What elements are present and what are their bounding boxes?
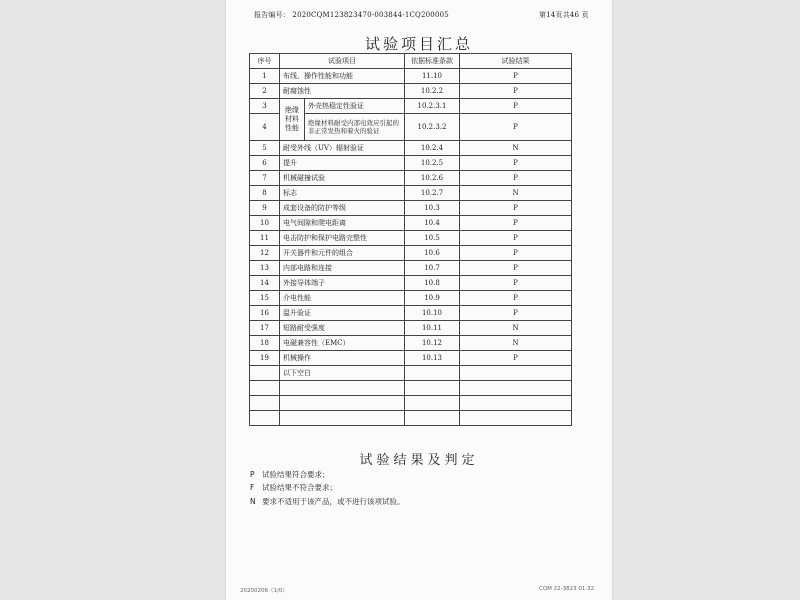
row-number: 6 xyxy=(250,156,280,171)
standard-clause: 10.3 xyxy=(405,201,460,216)
test-result: P xyxy=(460,306,572,321)
standard-clause: 10.2.3.2 xyxy=(405,114,460,141)
table-row xyxy=(250,321,572,336)
table-row xyxy=(250,396,572,411)
results-title: 试验结果及判定 xyxy=(359,453,479,468)
standard-clause: 10.7 xyxy=(405,261,460,276)
row-number: 8 xyxy=(250,186,280,201)
empty-cell xyxy=(405,366,460,381)
test-item: 标志 xyxy=(280,186,405,201)
test-item: 外壳热稳定性验证 xyxy=(305,99,405,114)
test-item: 机械操作 xyxy=(280,351,405,366)
empty-cell xyxy=(460,396,572,411)
footer-left: 20200206（1/0） xyxy=(240,588,288,594)
report-number: 报告编号： 2020CQM123823470-003844-1CQ200005 xyxy=(254,11,449,19)
test-result: P xyxy=(460,246,572,261)
test-item: 电气间隙和爬电距离 xyxy=(280,216,405,231)
col-header-item: 试验项目 xyxy=(280,54,405,69)
test-item: 布线、操作性能和功能 xyxy=(280,69,405,84)
test-result: P xyxy=(460,114,572,141)
standard-clause: 10.10 xyxy=(405,306,460,321)
standard-clause: 10.9 xyxy=(405,291,460,306)
empty-cell xyxy=(460,366,572,381)
row-number: 19 xyxy=(250,351,280,366)
test-result: N xyxy=(460,141,572,156)
test-result: P xyxy=(460,216,572,231)
test-result: N xyxy=(460,321,572,336)
test-result: P xyxy=(460,171,572,186)
empty-cell xyxy=(405,396,460,411)
row-number: 5 xyxy=(250,141,280,156)
table-row xyxy=(250,156,572,171)
test-result: P xyxy=(460,231,572,246)
test-item: 机械碰撞试验 xyxy=(280,171,405,186)
table-row xyxy=(250,336,572,351)
table-row xyxy=(250,291,572,306)
empty-cell xyxy=(250,396,280,411)
empty-cell xyxy=(280,411,405,426)
empty-cell xyxy=(405,381,460,396)
row-number: 15 xyxy=(250,291,280,306)
table-row xyxy=(250,84,572,99)
empty-cell xyxy=(250,381,280,396)
table-row xyxy=(250,201,572,216)
col-header-result: 试验结果 xyxy=(460,54,572,69)
test-item: 电磁兼容性（EMC） xyxy=(280,336,405,351)
row-number: 18 xyxy=(250,336,280,351)
test-item: 电击防护和保护电路完整性 xyxy=(280,231,405,246)
table-header-row xyxy=(250,54,572,69)
table-row xyxy=(250,141,572,156)
row-number: 10 xyxy=(250,216,280,231)
standard-clause: 10.2.2 xyxy=(405,84,460,99)
test-item: 提升 xyxy=(280,156,405,171)
test-result: P xyxy=(460,261,572,276)
col-header-clause: 依据标准条款 xyxy=(405,54,460,69)
standard-clause: 10.2.4 xyxy=(405,141,460,156)
table-row xyxy=(250,216,572,231)
empty-cell xyxy=(250,411,280,426)
page-title: 试验项目汇总 xyxy=(364,35,473,53)
report-page xyxy=(226,0,612,600)
test-summary-table xyxy=(249,53,572,426)
row-number: 14 xyxy=(250,276,280,291)
table-row xyxy=(250,276,572,291)
table-row xyxy=(250,351,572,366)
test-item: 开关器件和元件的组合 xyxy=(280,246,405,261)
page-info: 第14页共46 页 xyxy=(539,11,589,19)
row-number: 17 xyxy=(250,321,280,336)
test-result: P xyxy=(460,201,572,216)
standard-clause: 10.11 xyxy=(405,321,460,336)
standard-clause: 10.4 xyxy=(405,216,460,231)
test-result: N xyxy=(460,336,572,351)
table-row xyxy=(250,261,572,276)
standard-clause: 10.2.5 xyxy=(405,156,460,171)
end-note: 以下空白 xyxy=(280,366,405,381)
row-number: 12 xyxy=(250,246,280,261)
table-row xyxy=(250,381,572,396)
test-item: 绝缘材料耐受内部电效应引起的非正常发热和着火的验证 xyxy=(305,114,405,141)
row-number: 9 xyxy=(250,201,280,216)
row-number: 13 xyxy=(250,261,280,276)
empty-cell xyxy=(280,396,405,411)
empty-cell xyxy=(460,381,572,396)
empty-cell xyxy=(460,411,572,426)
row-number: 2 xyxy=(250,84,280,99)
row-number: 1 xyxy=(250,69,280,84)
table-row xyxy=(250,231,572,246)
standard-clause: 10.8 xyxy=(405,276,460,291)
legend-code: F xyxy=(250,483,255,492)
row-number: 7 xyxy=(250,171,280,186)
legend-text: 要求不适用于该产品，或不进行该项试验。 xyxy=(262,497,405,506)
standard-clause: 10.2.7 xyxy=(405,186,460,201)
test-item: 介电性能 xyxy=(280,291,405,306)
test-item: 成套设备的防护等级 xyxy=(280,201,405,216)
test-result: P xyxy=(460,156,572,171)
legend-code: P xyxy=(250,470,255,479)
standard-clause: 10.13 xyxy=(405,351,460,366)
test-result: P xyxy=(460,291,572,306)
standard-clause: 10.2.6 xyxy=(405,171,460,186)
test-item: 外接导体端子 xyxy=(280,276,405,291)
row-number: 3 xyxy=(250,99,280,114)
legend-text: 试验结果符合要求； xyxy=(262,470,330,479)
standard-clause: 10.2.3.1 xyxy=(405,99,460,114)
row-number: 11 xyxy=(250,231,280,246)
test-item: 耐腐蚀性 xyxy=(280,84,405,99)
legend-item xyxy=(250,496,405,507)
standard-clause: 11.10 xyxy=(405,69,460,84)
test-item: 温升验证 xyxy=(280,306,405,321)
empty-cell xyxy=(280,381,405,396)
test-result: N xyxy=(460,186,572,201)
test-result: P xyxy=(460,351,572,366)
table-row xyxy=(250,306,572,321)
test-result: P xyxy=(460,69,572,84)
test-result: P xyxy=(460,99,572,114)
table-row xyxy=(250,171,572,186)
sub-category: 绝缘材料性能 xyxy=(280,99,305,141)
col-header-no: 序号 xyxy=(250,54,280,69)
row-number: 4 xyxy=(250,114,280,141)
table-row xyxy=(250,69,572,84)
table-row xyxy=(250,186,572,201)
table-row xyxy=(250,99,572,114)
empty-cell xyxy=(405,411,460,426)
table-row xyxy=(250,366,572,381)
empty-cell xyxy=(250,366,280,381)
footer-right: CQM 22-3823 01.32 xyxy=(539,586,595,592)
legend-code: N xyxy=(250,497,256,506)
legend-item xyxy=(250,469,330,480)
test-item: 短路耐受强度 xyxy=(280,321,405,336)
row-number: 16 xyxy=(250,306,280,321)
table-row xyxy=(250,246,572,261)
legend-text: 试验结果不符合要求； xyxy=(262,483,337,492)
test-item: 耐受外线（UV）辐射验证 xyxy=(280,141,405,156)
standard-clause: 10.5 xyxy=(405,231,460,246)
standard-clause: 10.12 xyxy=(405,336,460,351)
test-result: P xyxy=(460,84,572,99)
test-result: P xyxy=(460,276,572,291)
legend-item xyxy=(250,482,337,493)
standard-clause: 10.6 xyxy=(405,246,460,261)
table-row xyxy=(250,411,572,426)
test-item: 内部电路和连接 xyxy=(280,261,405,276)
